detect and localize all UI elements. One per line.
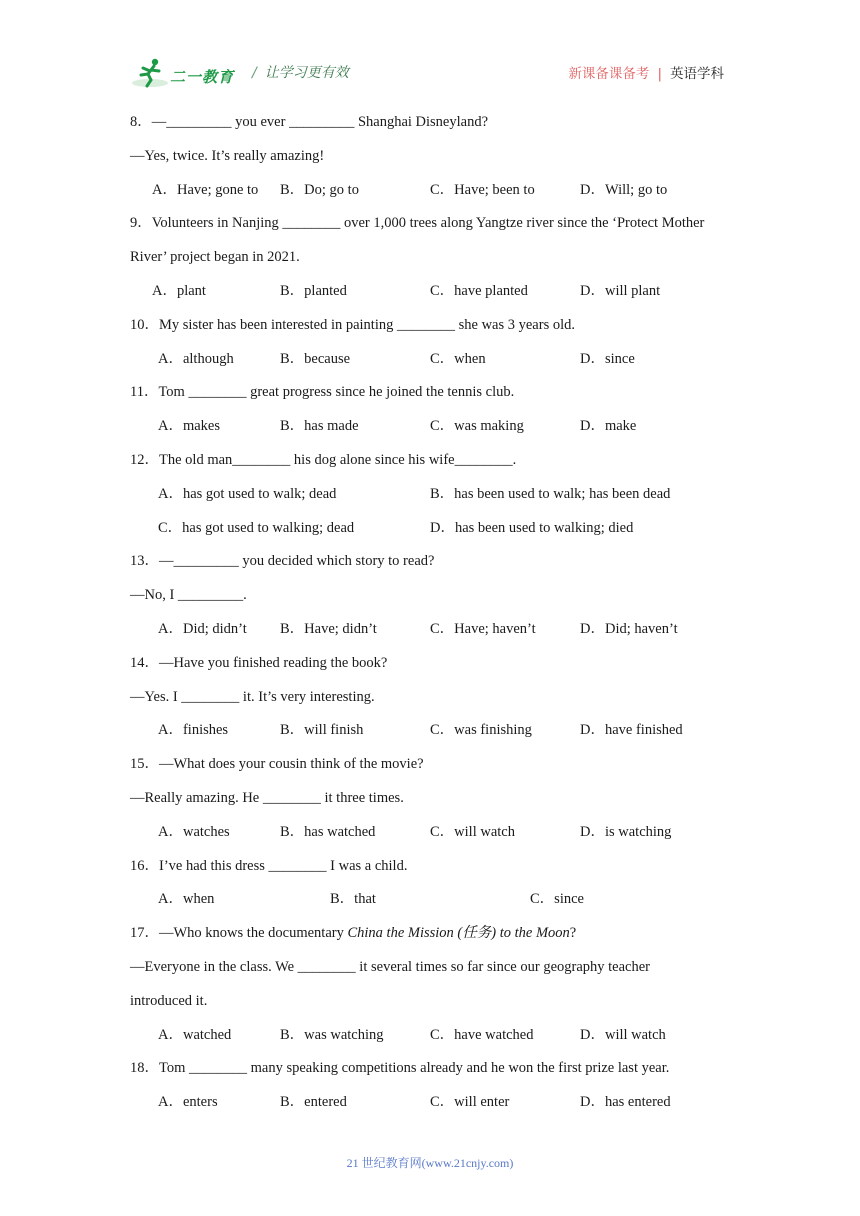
question-18 (130, 1054, 740, 1122)
option-a: A．Have; gone to (152, 181, 259, 198)
options-row (130, 514, 740, 548)
stem-end: ? (569, 925, 577, 942)
options-row (130, 345, 740, 379)
question-stem: 10．My sister has been interested in painting ________ she was 3 years old. (130, 316, 575, 333)
option-a: A．enters (158, 1094, 218, 1111)
options-row (130, 277, 740, 311)
question-11 (130, 378, 740, 446)
option-a: A．when (158, 891, 215, 908)
question-stem: 13．—_________ you decided which story to read? (130, 553, 435, 570)
question-stem: 18．Tom ________ many speaking competitions already and he won the first prize last year. (130, 1060, 670, 1077)
option-a: A．watches (158, 823, 230, 840)
option-d: D．since (580, 350, 635, 367)
question-stem: 14．—Have you finished reading the book? (130, 654, 388, 671)
footer-link[interactable]: 21 世纪教育网(www.21cnjy.com) (346, 1156, 514, 1170)
options-row (130, 1088, 740, 1122)
option-d: D．has entered (580, 1094, 671, 1111)
option-c: C．will watch (430, 823, 515, 840)
option-d: D．Will; go to (580, 181, 668, 198)
question-stem: 8．—_________ you ever _________ Shanghai Disneyland? (130, 114, 489, 130)
question-stem-cont: River’ project began in 2021. (130, 249, 300, 266)
options-row (130, 1021, 740, 1055)
option-c: C．have watched (430, 1026, 534, 1043)
dialogue-line: —No, I _________. (130, 587, 247, 604)
header-tag: 新课备课备考 (568, 66, 650, 82)
option-c: C．have planted (430, 282, 528, 299)
option-b: B．has been used to walk; has been dead (430, 485, 671, 502)
dialogue-line: —Really amazing. He ________ it three times. (130, 789, 404, 806)
runner-logo-icon (130, 56, 170, 90)
stem-text: 17．—Who knows the documentary (130, 925, 348, 942)
option-b: B．was watching (280, 1026, 384, 1043)
options-row (130, 885, 740, 919)
logo-text: 二一教育 (170, 68, 235, 86)
option-b: B．entered (280, 1094, 347, 1111)
option-c: C．when (430, 350, 486, 367)
option-d: D．make (580, 418, 637, 435)
header-separator: | (657, 66, 662, 82)
option-d: D．Did; haven’t (580, 620, 678, 637)
question-13 (130, 547, 740, 648)
question-8 (130, 108, 740, 209)
option-c: C．has got used to walking; dead (158, 519, 355, 536)
option-c: C．will enter (430, 1094, 510, 1111)
option-a: A．plant (152, 282, 206, 299)
logo (130, 56, 240, 90)
question-10 (130, 311, 740, 379)
option-b: B．Do; go to (280, 181, 359, 198)
option-d: D．have finished (580, 722, 683, 739)
option-d: D．will plant (580, 282, 661, 299)
documentary-title: China the Mission (任务) to the Moon (347, 925, 570, 942)
option-a: A．watched (158, 1026, 232, 1043)
slogan: / 让学习更有效 (252, 65, 349, 81)
option-a: A．finishes (158, 722, 229, 739)
options-row (130, 818, 740, 852)
page-header (130, 52, 730, 92)
question-9 (130, 209, 740, 310)
question-stem: 15．—What does your cousin think of the movie? (130, 756, 424, 773)
options-row (130, 615, 740, 649)
option-c: C．was finishing (430, 722, 532, 739)
option-d: D．will watch (580, 1026, 666, 1043)
option-b: B．that (330, 891, 376, 908)
question-stem: 9．Volunteers in Nanjing ________ over 1,000 trees along Yangtze river since the ‘Protect Mother (130, 215, 705, 232)
option-b: B．Have; didn’t (280, 620, 377, 637)
question-17 (130, 919, 740, 1054)
dialogue-line: —Yes, twice. It’s really amazing! (130, 147, 325, 164)
option-c: C．was making (430, 418, 524, 435)
question-stem: 12．The old man________ his dog alone since his wife________. (130, 451, 517, 468)
option-b: B．because (280, 350, 351, 367)
option-c: C．since (530, 891, 584, 908)
question-15 (130, 750, 740, 851)
question-12 (130, 446, 740, 547)
option-a: A．makes (158, 418, 221, 435)
option-d: D．has been used to walking; died (430, 519, 634, 536)
question-stem (130, 919, 740, 953)
option-b: B．has watched (280, 823, 376, 840)
option-a: A．Did; didn’t (158, 620, 247, 637)
options-row (130, 412, 740, 446)
subject-label: 英语学科 (670, 66, 724, 82)
slogan-text: 让学习更有效 (264, 65, 349, 81)
question-14 (130, 649, 740, 750)
dialogue-line: —Everyone in the class. We ________ it several times so far since our geography teacher (130, 958, 650, 975)
option-b: B．planted (280, 282, 347, 299)
option-c: C．Have; been to (430, 181, 535, 198)
options-row (130, 480, 740, 514)
option-c: C．Have; haven’t (430, 620, 536, 637)
option-b: B．will finish (280, 722, 364, 739)
question-16 (130, 852, 740, 920)
option-b: B．has made (280, 418, 359, 435)
dialogue-line: —Yes. I ________ it. It’s very interesting. (130, 688, 375, 705)
options-row (130, 176, 740, 210)
option-d: D．is watching (580, 823, 672, 840)
header-right (568, 62, 724, 82)
question-stem: 11．Tom ________ great progress since he joined the tennis club. (130, 384, 515, 401)
question-list (130, 108, 740, 1122)
options-row (130, 716, 740, 750)
option-a: A．although (158, 350, 234, 367)
question-stem: 16．I’ve had this dress ________ I was a child. (130, 857, 408, 874)
option-a: A．has got used to walk; dead (158, 485, 337, 502)
dialogue-line-cont: introduced it. (130, 992, 208, 1009)
